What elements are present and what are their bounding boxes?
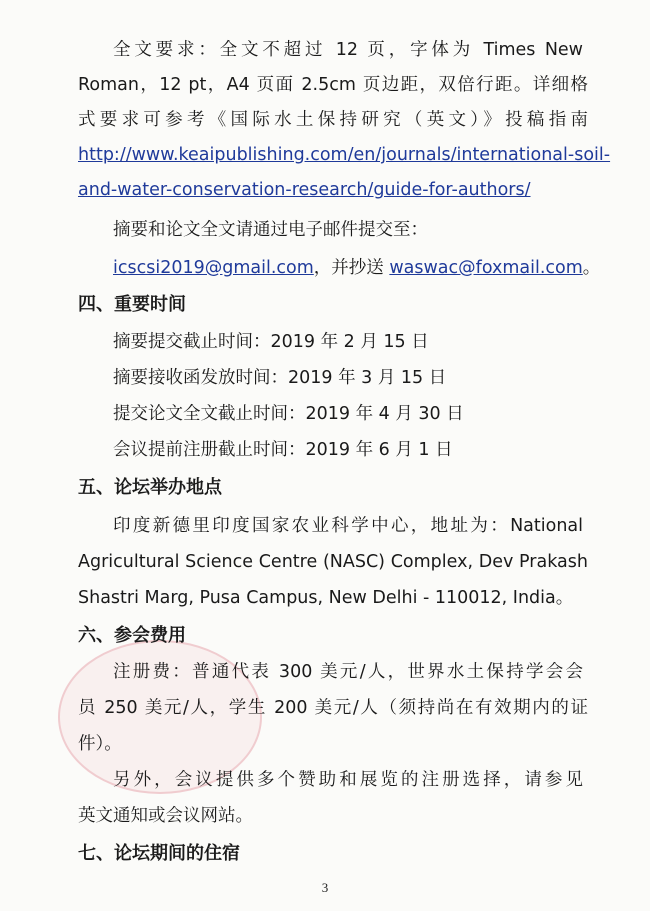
- email-link-waswac[interactable]: waswac@foxmail.com: [389, 258, 583, 278]
- page-number: 3: [321, 880, 329, 895]
- email-line: [113, 256, 601, 280]
- requirements-line-1: 全文要求：全文不超过 12 页，字体为 Times New: [113, 40, 583, 60]
- guide-url-line-2[interactable]: [78, 178, 588, 202]
- guide-url-line-1[interactable]: [78, 143, 611, 167]
- period-text: 。: [582, 258, 601, 278]
- dates-heading: 四、重要时间: [78, 294, 186, 315]
- fees-heading: 六、参会费用: [78, 625, 186, 646]
- fees-line-3: 件）。: [78, 734, 122, 754]
- date-acceptance-notice: 摘要接收函发放时间：2019 年 3 月 15 日: [113, 368, 447, 388]
- fees-line-1: 注册费：普通代表 300 美元/人，世界水土保持学会会: [113, 662, 583, 682]
- email-link-icscsi[interactable]: icscsi2019@gmail.com: [113, 258, 314, 278]
- date-registration-deadline: 会议提前注册截止时间：2019 年 6 月 1 日: [113, 440, 453, 460]
- fees-line-5: 英文通知或会议网站。: [78, 806, 253, 826]
- cc-text: ，并抄送: [313, 258, 390, 278]
- date-fullpaper-deadline: 提交论文全文截止时间：2019 年 4 月 30 日: [113, 404, 464, 424]
- fees-line-2: 员 250 美元/人，学生 200 美元/人（须持尚在有效期内的证: [78, 698, 588, 718]
- requirements-line-3: 式要求可参考《国际水土保持研究（英文）》投稿指南: [78, 110, 588, 130]
- date-abstract-deadline: 摘要提交截止时间：2019 年 2 月 15 日: [113, 332, 429, 352]
- venue-line-1: 印度新德里印度国家农业科学中心，地址为：National: [113, 516, 583, 536]
- lodging-heading: 七、论坛期间的住宿: [78, 843, 240, 864]
- venue-line-3: Shastri Marg, Pusa Campus, New Delhi - 110012, India。: [78, 588, 574, 608]
- venue-line-2: Agricultural Science Centre (NASC) Complex, Dev Prakash: [78, 552, 588, 572]
- requirements-line-2: Roman，12 pt，A4 页面 2.5cm 页边距，双倍行距。详细格: [78, 75, 588, 95]
- guide-url-link-2[interactable]: and-water-conservation-research/guide-for-authors/: [78, 180, 531, 200]
- guide-url-link-1[interactable]: http://www.keaipublishing.com/en/journals/international-soil-: [78, 145, 611, 165]
- venue-heading: 五、论坛举办地点: [78, 477, 222, 498]
- fees-line-4: 另外，会议提供多个赞助和展览的注册选择，请参见: [113, 770, 583, 790]
- submission-line: 摘要和论文全文请通过电子邮件提交至：: [113, 220, 428, 240]
